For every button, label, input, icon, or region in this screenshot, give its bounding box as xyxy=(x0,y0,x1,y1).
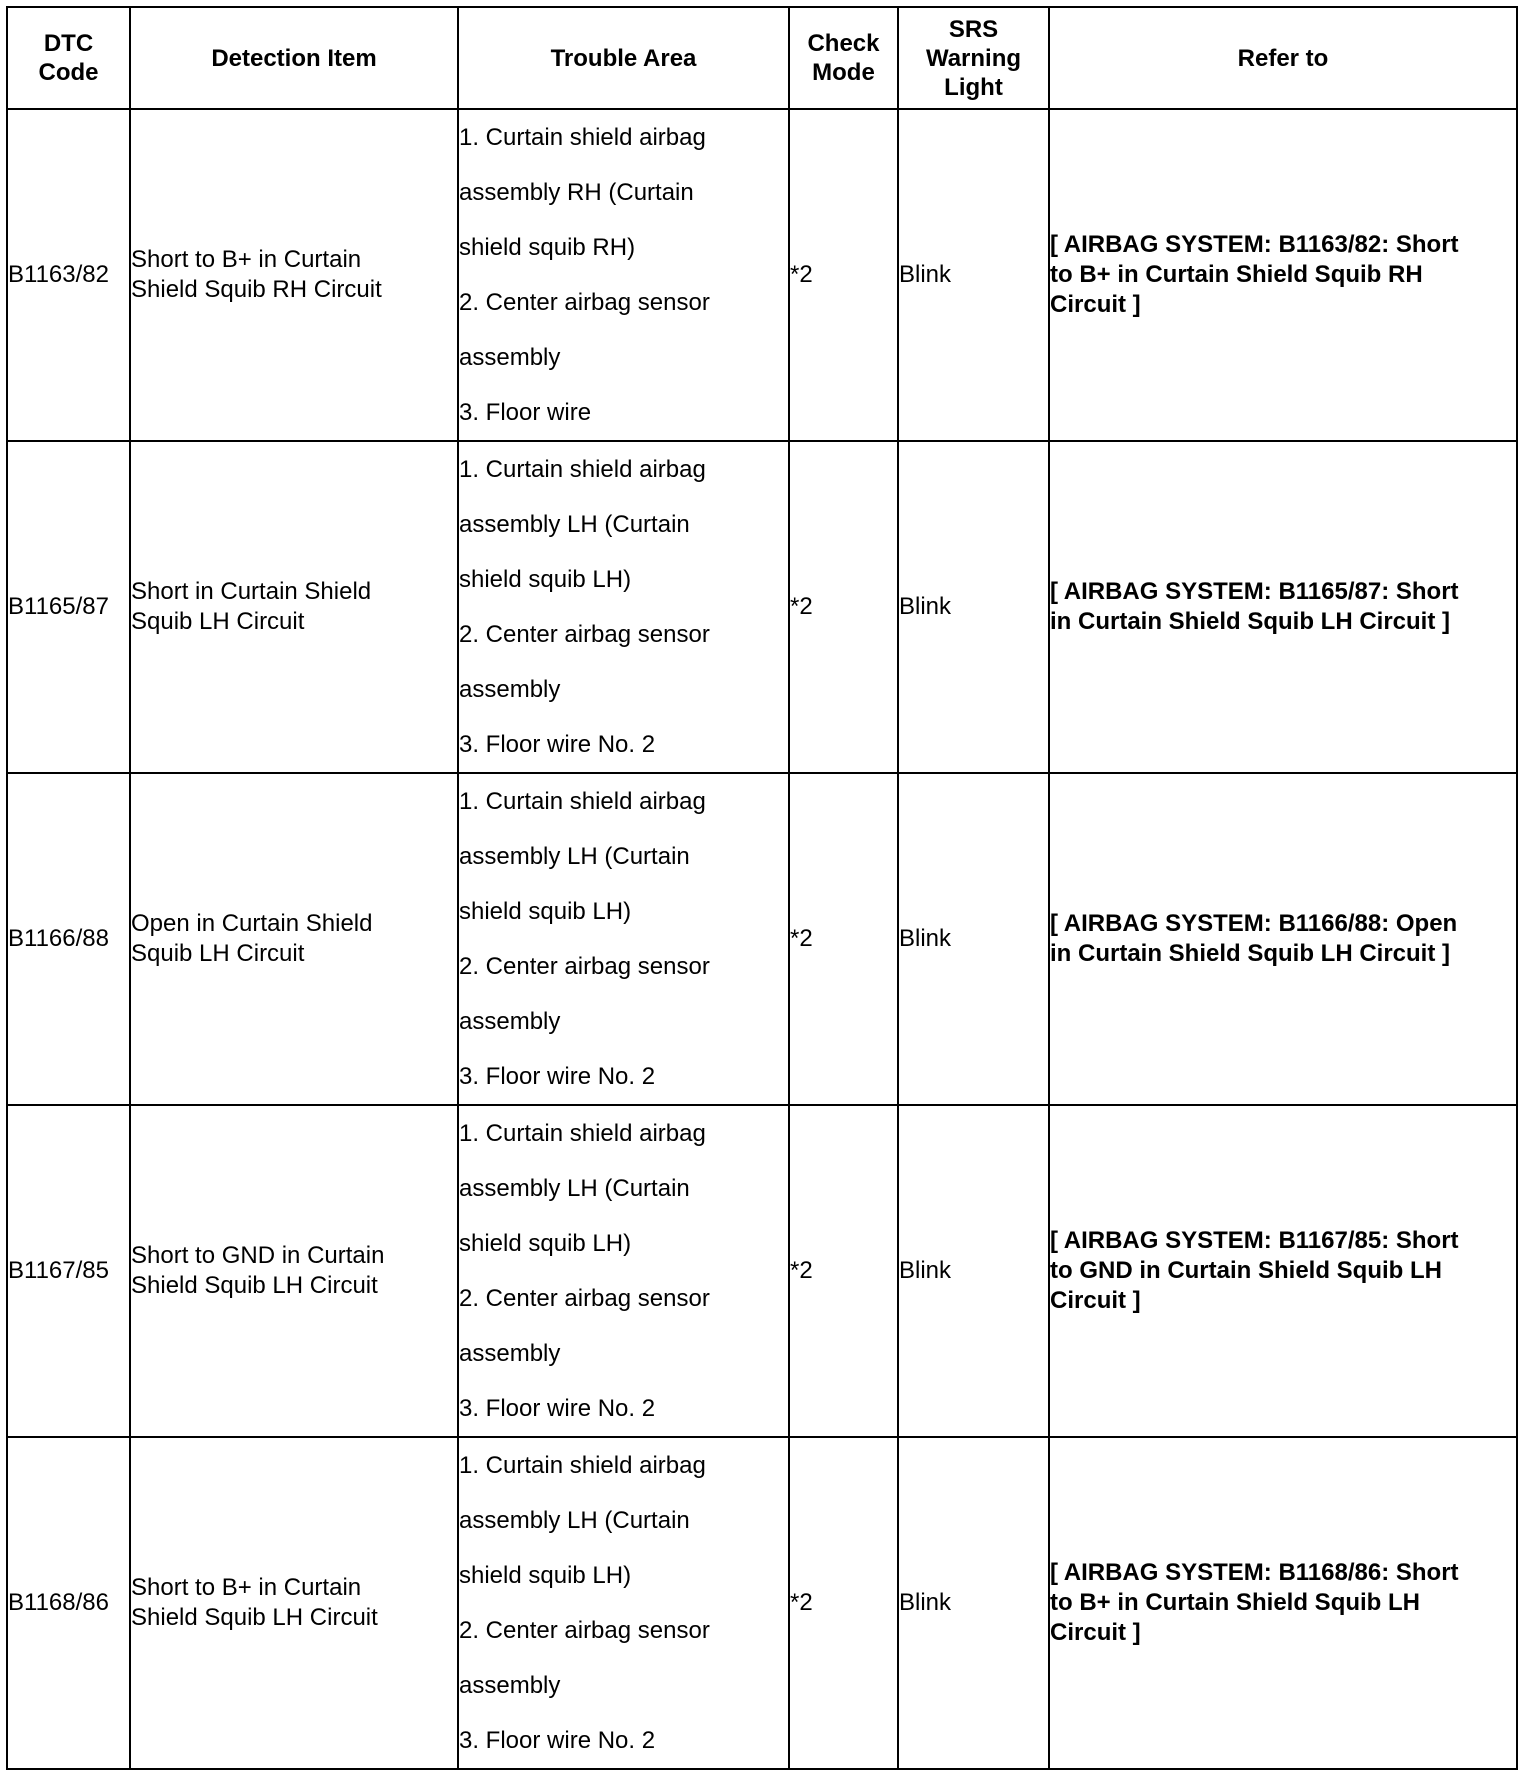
check-mode-cell: *2 xyxy=(789,1105,898,1437)
trouble-area-cell: 1. Curtain shield airbag assembly LH (Curtain shield squib LH) 2. Center airbag sensor assembly 3. Floor wire No. 2 xyxy=(458,1437,789,1769)
header-dtc-code: DTC Code xyxy=(7,7,130,109)
trouble-area-cell: 1. Curtain shield airbag assembly LH (Curtain shield squib LH) 2. Center airbag sensor assembly 3. Floor wire No. 2 xyxy=(458,441,789,773)
dtc-code-cell: B1166/88 xyxy=(7,773,130,1105)
check-mode-cell: *2 xyxy=(789,773,898,1105)
refer-to-link[interactable]: [ AIRBAG SYSTEM: B1168/86: Short to B+ in Curtain Shield Squib LH Circuit ] xyxy=(1049,1437,1517,1769)
check-mode-cell: *2 xyxy=(789,1437,898,1769)
dtc-code-cell: B1163/82 xyxy=(7,109,130,441)
dtc-code-cell: B1165/87 xyxy=(7,441,130,773)
warning-light-cell: Blink xyxy=(898,1437,1049,1769)
refer-to-link[interactable]: [ AIRBAG SYSTEM: B1163/82: Short to B+ in Curtain Shield Squib RH Circuit ] xyxy=(1049,109,1517,441)
warning-light-cell: Blink xyxy=(898,441,1049,773)
warning-light-cell: Blink xyxy=(898,773,1049,1105)
detection-item-cell: Short to B+ in Curtain Shield Squib RH Circuit xyxy=(130,109,458,441)
trouble-area-cell: 1. Curtain shield airbag assembly LH (Curtain shield squib LH) 2. Center airbag sensor assembly 3. Floor wire No. 2 xyxy=(458,1105,789,1437)
warning-light-cell: Blink xyxy=(898,109,1049,441)
dtc-code-cell: B1168/86 xyxy=(7,1437,130,1769)
refer-to-link[interactable]: [ AIRBAG SYSTEM: B1165/87: Short in Curtain Shield Squib LH Circuit ] xyxy=(1049,441,1517,773)
header-refer-to: Refer to xyxy=(1049,7,1517,109)
table-row xyxy=(7,1437,1517,1769)
dtc-code-cell: B1167/85 xyxy=(7,1105,130,1437)
header-check-mode: Check Mode xyxy=(789,7,898,109)
check-mode-cell: *2 xyxy=(789,109,898,441)
detection-item-cell: Short to B+ in Curtain Shield Squib LH Circuit xyxy=(130,1437,458,1769)
detection-item-cell: Short in Curtain Shield Squib LH Circuit xyxy=(130,441,458,773)
table-row xyxy=(7,773,1517,1105)
refer-to-link[interactable]: [ AIRBAG SYSTEM: B1167/85: Short to GND in Curtain Shield Squib LH Circuit ] xyxy=(1049,1105,1517,1437)
header-detection-item: Detection Item xyxy=(130,7,458,109)
refer-to-link[interactable]: [ AIRBAG SYSTEM: B1166/88: Open in Curtain Shield Squib LH Circuit ] xyxy=(1049,773,1517,1105)
table-row xyxy=(7,1105,1517,1437)
detection-item-cell: Short to GND in Curtain Shield Squib LH Circuit xyxy=(130,1105,458,1437)
header-trouble-area: Trouble Area xyxy=(458,7,789,109)
trouble-area-cell: 1. Curtain shield airbag assembly RH (Curtain shield squib RH) 2. Center airbag sensor assembly 3. Floor wire xyxy=(458,109,789,441)
check-mode-cell: *2 xyxy=(789,441,898,773)
detection-item-cell: Open in Curtain Shield Squib LH Circuit xyxy=(130,773,458,1105)
header-row xyxy=(7,7,1517,109)
dtc-table xyxy=(6,6,1518,1770)
trouble-area-cell: 1. Curtain shield airbag assembly LH (Curtain shield squib LH) 2. Center airbag sensor assembly 3. Floor wire No. 2 xyxy=(458,773,789,1105)
table-row xyxy=(7,441,1517,773)
warning-light-cell: Blink xyxy=(898,1105,1049,1437)
table-row xyxy=(7,109,1517,441)
header-srs-warning-light: SRS Warning Light xyxy=(898,7,1049,109)
